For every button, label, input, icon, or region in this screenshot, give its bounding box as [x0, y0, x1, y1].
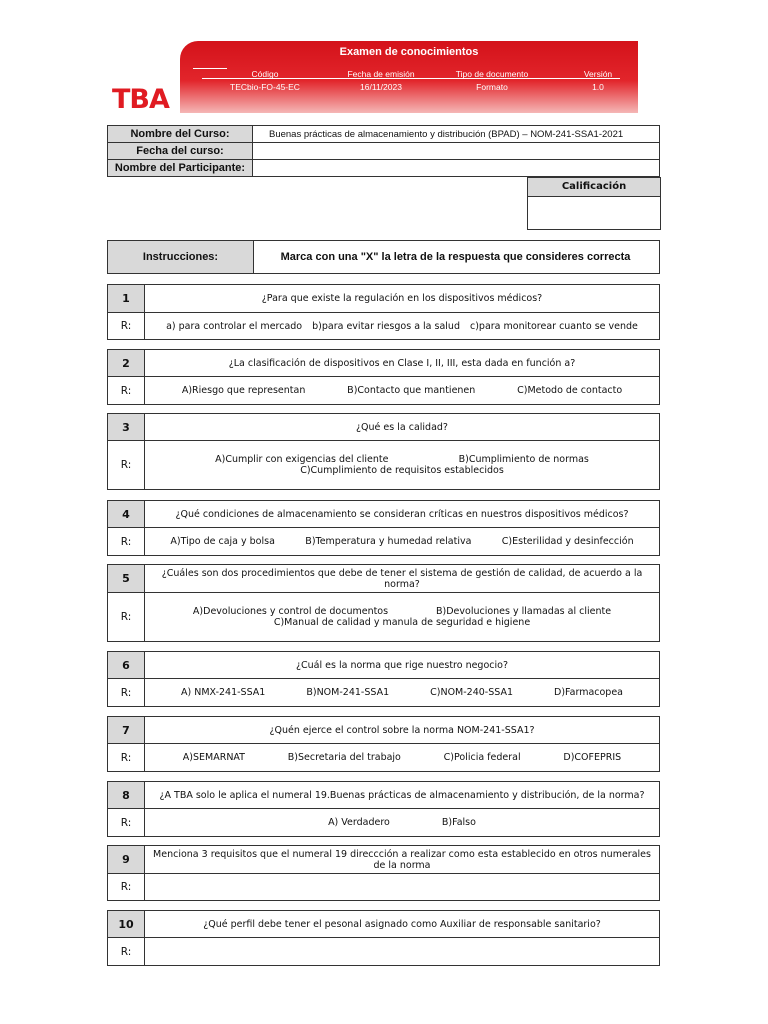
- answer-option[interactable]: A) Verdadero: [328, 817, 390, 828]
- answer-label: R:: [108, 313, 145, 340]
- question-text: ¿Para que existe la regulación en los dispositivos médicos?: [145, 285, 660, 313]
- answer-option[interactable]: C)Policia federal: [443, 752, 521, 763]
- question-number: 10: [108, 911, 145, 938]
- participant-name-label: Nombre del Participante:: [108, 160, 253, 177]
- answer-option[interactable]: C)NOM-240-SSA1: [430, 687, 514, 698]
- answer-option[interactable]: b)para evitar riesgos a la salud: [312, 320, 460, 332]
- question-number: 3: [108, 414, 145, 441]
- question-text: ¿Qué condiciones de almacenamiento se consideran críticas en nuestros dispositivos médicos?: [145, 501, 660, 528]
- meta-label-date: Fecha de emisión: [347, 69, 415, 79]
- answer-label: R:: [108, 744, 145, 772]
- answer-option[interactable]: B)Cumplimiento de normas: [458, 454, 589, 465]
- answer-label: R:: [108, 809, 145, 837]
- question-text: ¿Quén ejerce el control sobre la norma NOM-241-SSA1?: [145, 717, 660, 744]
- question-number: 4: [108, 501, 145, 528]
- answer-field[interactable]: [145, 874, 660, 901]
- question-block: [107, 845, 660, 901]
- answer-option[interactable]: C)Manual de calidad y manula de seguridad e higiene: [273, 617, 531, 628]
- answer-option[interactable]: B)NOM-241-SSA1: [306, 687, 390, 698]
- question-number: 7: [108, 717, 145, 744]
- instructions-text: Marca con una "X" la letra de la respuesta que consideres correcta: [252, 240, 660, 274]
- question-block: [107, 564, 660, 642]
- answer-label: R:: [108, 441, 145, 490]
- question-block: [107, 781, 660, 837]
- course-date-field[interactable]: [253, 143, 660, 160]
- answer-label: R:: [108, 679, 145, 707]
- question-number: 2: [108, 350, 145, 377]
- meta-label-type: Tipo de documento: [455, 69, 529, 79]
- question-text: Menciona 3 requisitos que el numeral 19 direccción a realizar como esta establecido en otros numerales de la norma: [145, 846, 660, 874]
- answer-option[interactable]: a) para controlar el mercado: [166, 320, 303, 332]
- course-date-label: Fecha del curso:: [108, 143, 253, 160]
- answer-label: R:: [108, 377, 145, 405]
- question-text: ¿Cuáles son dos procedimientos que debe de tener el sistema de gestión de calidad, de acuerdo a la norma?: [145, 565, 660, 593]
- answer-option[interactable]: D)Farmacopea: [554, 687, 623, 698]
- answer-option[interactable]: A)Riesgo que representan: [181, 385, 306, 396]
- header-banner: [180, 41, 638, 113]
- question-number: 6: [108, 652, 145, 679]
- answer-field[interactable]: [145, 938, 660, 966]
- answer-label: R:: [108, 938, 145, 966]
- answer-label: R:: [108, 528, 145, 556]
- course-name-label: Nombre del Curso:: [108, 126, 253, 143]
- answer-option[interactable]: C)Cumplimiento de requisitos establecidos: [300, 465, 504, 476]
- question-number: 5: [108, 565, 145, 593]
- answer-option[interactable]: A)Devoluciones y control de documentos: [192, 606, 389, 617]
- question-number: 9: [108, 846, 145, 874]
- course-name-value[interactable]: Buenas prácticas de almacenamiento y distribución (BPAD) – NOM-241-SSA1-2021: [253, 126, 660, 143]
- question-block: [107, 413, 660, 490]
- meta-label-version: Versión: [583, 69, 613, 79]
- answer-option[interactable]: A)Cumplir con exigencias del cliente: [215, 454, 389, 465]
- meta-value-code: TECbio-FO-45-EC: [230, 82, 300, 92]
- answer-option[interactable]: B)Contacto que mantienen: [347, 385, 476, 396]
- question-block: [107, 500, 660, 556]
- answer-option[interactable]: A) NMX-241-SSA1: [181, 687, 266, 698]
- answer-option[interactable]: D)COFEPRIS: [563, 752, 622, 763]
- question-text: ¿Cuál es la norma que rige nuestro negocio?: [145, 652, 660, 679]
- instructions-label: Instrucciones:: [107, 240, 254, 274]
- participant-name-field[interactable]: [253, 160, 660, 177]
- grade-field[interactable]: [527, 195, 661, 230]
- meta-label-code: Código: [251, 69, 279, 79]
- question-text: ¿La clasificación de dispositivos en Clase I, II, III, esta dada en función a?: [145, 350, 660, 377]
- question-text: ¿A TBA solo le aplica el numeral 19.Buenas prácticas de almacenamiento y distribución, de la norma?: [145, 782, 660, 809]
- answer-label: R:: [108, 874, 145, 901]
- question-block: [107, 910, 660, 966]
- answer-option[interactable]: A)SEMARNAT: [182, 752, 245, 763]
- answer-option[interactable]: A)Tipo de caja y bolsa: [170, 536, 275, 547]
- question-text: ¿Qué es la calidad?: [145, 414, 660, 441]
- question-number: 8: [108, 782, 145, 809]
- document-title: Examen de conocimientos: [339, 46, 479, 58]
- meta-value-type: Formato: [476, 82, 508, 92]
- meta-value-version: 1.0: [592, 82, 604, 92]
- answer-option[interactable]: B)Devoluciones y llamadas al cliente: [436, 606, 612, 617]
- answer-option[interactable]: C)Metodo de contacto: [517, 385, 623, 396]
- question-block: [107, 349, 660, 405]
- meta-value-date: 16/11/2023: [360, 82, 402, 92]
- answer-option[interactable]: c)para monitorear cuanto se vende: [469, 320, 638, 332]
- answer-option[interactable]: B)Falso: [441, 817, 476, 828]
- question-block: [107, 716, 660, 772]
- tba-logo: TBA: [112, 84, 169, 115]
- question-text: ¿Qué perfil debe tener el pesonal asignado como Auxiliar de responsable sanitario?: [145, 911, 660, 938]
- answer-option[interactable]: B)Secretaria del trabajo: [287, 752, 401, 763]
- grade-label: Calificación: [527, 177, 661, 197]
- banner-divider: [193, 68, 227, 69]
- question-block: [107, 284, 660, 340]
- course-info-table: [107, 125, 660, 177]
- question-number: 1: [108, 285, 145, 313]
- answer-label: R:: [108, 593, 145, 642]
- answer-option[interactable]: C)Esterilidad y desinfección: [501, 536, 634, 547]
- question-block: [107, 651, 660, 707]
- answer-option[interactable]: B)Temperatura y humedad relativa: [305, 536, 472, 547]
